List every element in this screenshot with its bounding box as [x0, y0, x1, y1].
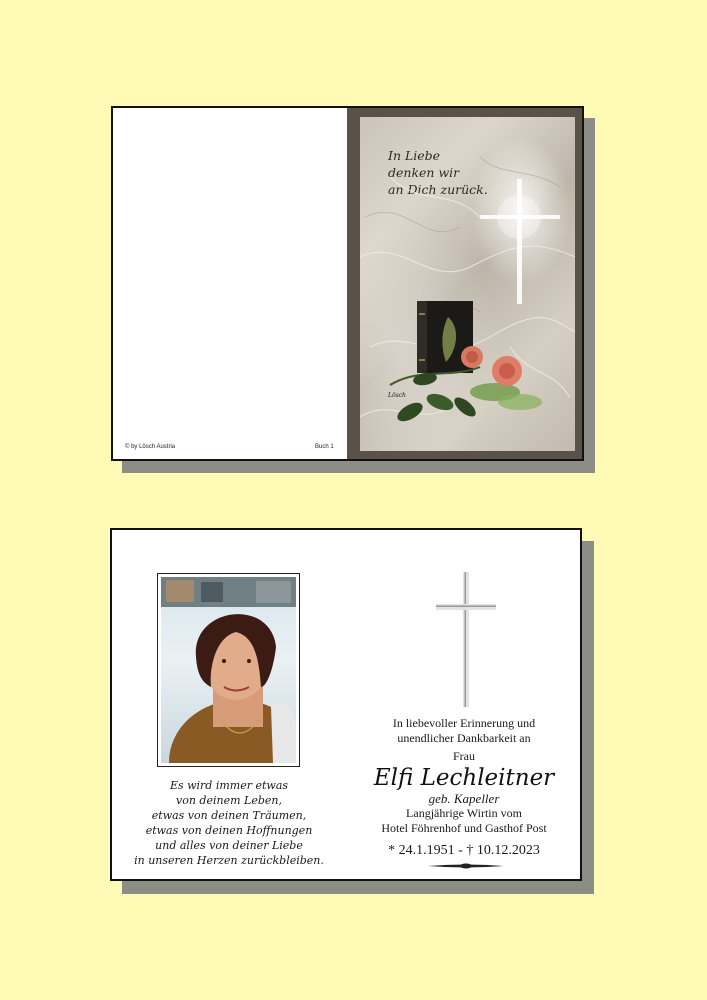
salutation: Frau	[453, 749, 475, 763]
cover-image-frame	[347, 108, 582, 459]
portrait-image	[161, 577, 296, 763]
poem-line: Es wird immer etwas	[169, 779, 289, 792]
ornament-divider-icon	[428, 862, 504, 870]
glowing-cross-icon	[480, 179, 560, 304]
portrait-frame	[157, 573, 300, 767]
intro-line: unendlicher Dankbarkeit an	[397, 731, 531, 745]
cover-marble-background	[360, 117, 575, 451]
poem	[124, 778, 334, 868]
life-dates: * 24.1.1951 - † 10.12.2023	[388, 843, 540, 858]
description-line: Hotel Föhrenhof und Gasthof Post	[381, 821, 547, 835]
poem-line: und alles von deiner Liebe	[155, 839, 303, 852]
deceased-name: Elfi Lechleitner	[373, 765, 555, 791]
cover-verse-line: In Liebe	[388, 148, 441, 163]
outer-card	[111, 106, 584, 461]
maiden-name: geb. Kapeller	[428, 791, 500, 806]
poem-line: etwas von deinen Hoffnungen	[145, 824, 313, 837]
model-label: Buch 1	[315, 444, 334, 450]
portrait-photo	[161, 577, 296, 763]
intro-line: In liebevoller Erinnerung und	[392, 716, 536, 730]
poem-line: etwas von deinen Träumen,	[151, 809, 307, 822]
poem-line: von deinem Leben,	[176, 794, 282, 807]
cover-illustration	[360, 117, 575, 451]
copyright-text: © by Lösch Austria	[125, 444, 176, 450]
cover-verse-line: an Dich zurück.	[388, 182, 488, 197]
poem-line: in unseren Herzen zurückbleiben.	[134, 854, 324, 867]
cover-verse-line: denken wir	[388, 165, 460, 180]
dedication-block	[364, 716, 564, 860]
cover-signature: Lösch	[388, 392, 406, 399]
description-line: Langjährige Wirtin vom	[406, 806, 522, 820]
cross-icon	[436, 572, 496, 707]
inner-card	[110, 528, 582, 881]
